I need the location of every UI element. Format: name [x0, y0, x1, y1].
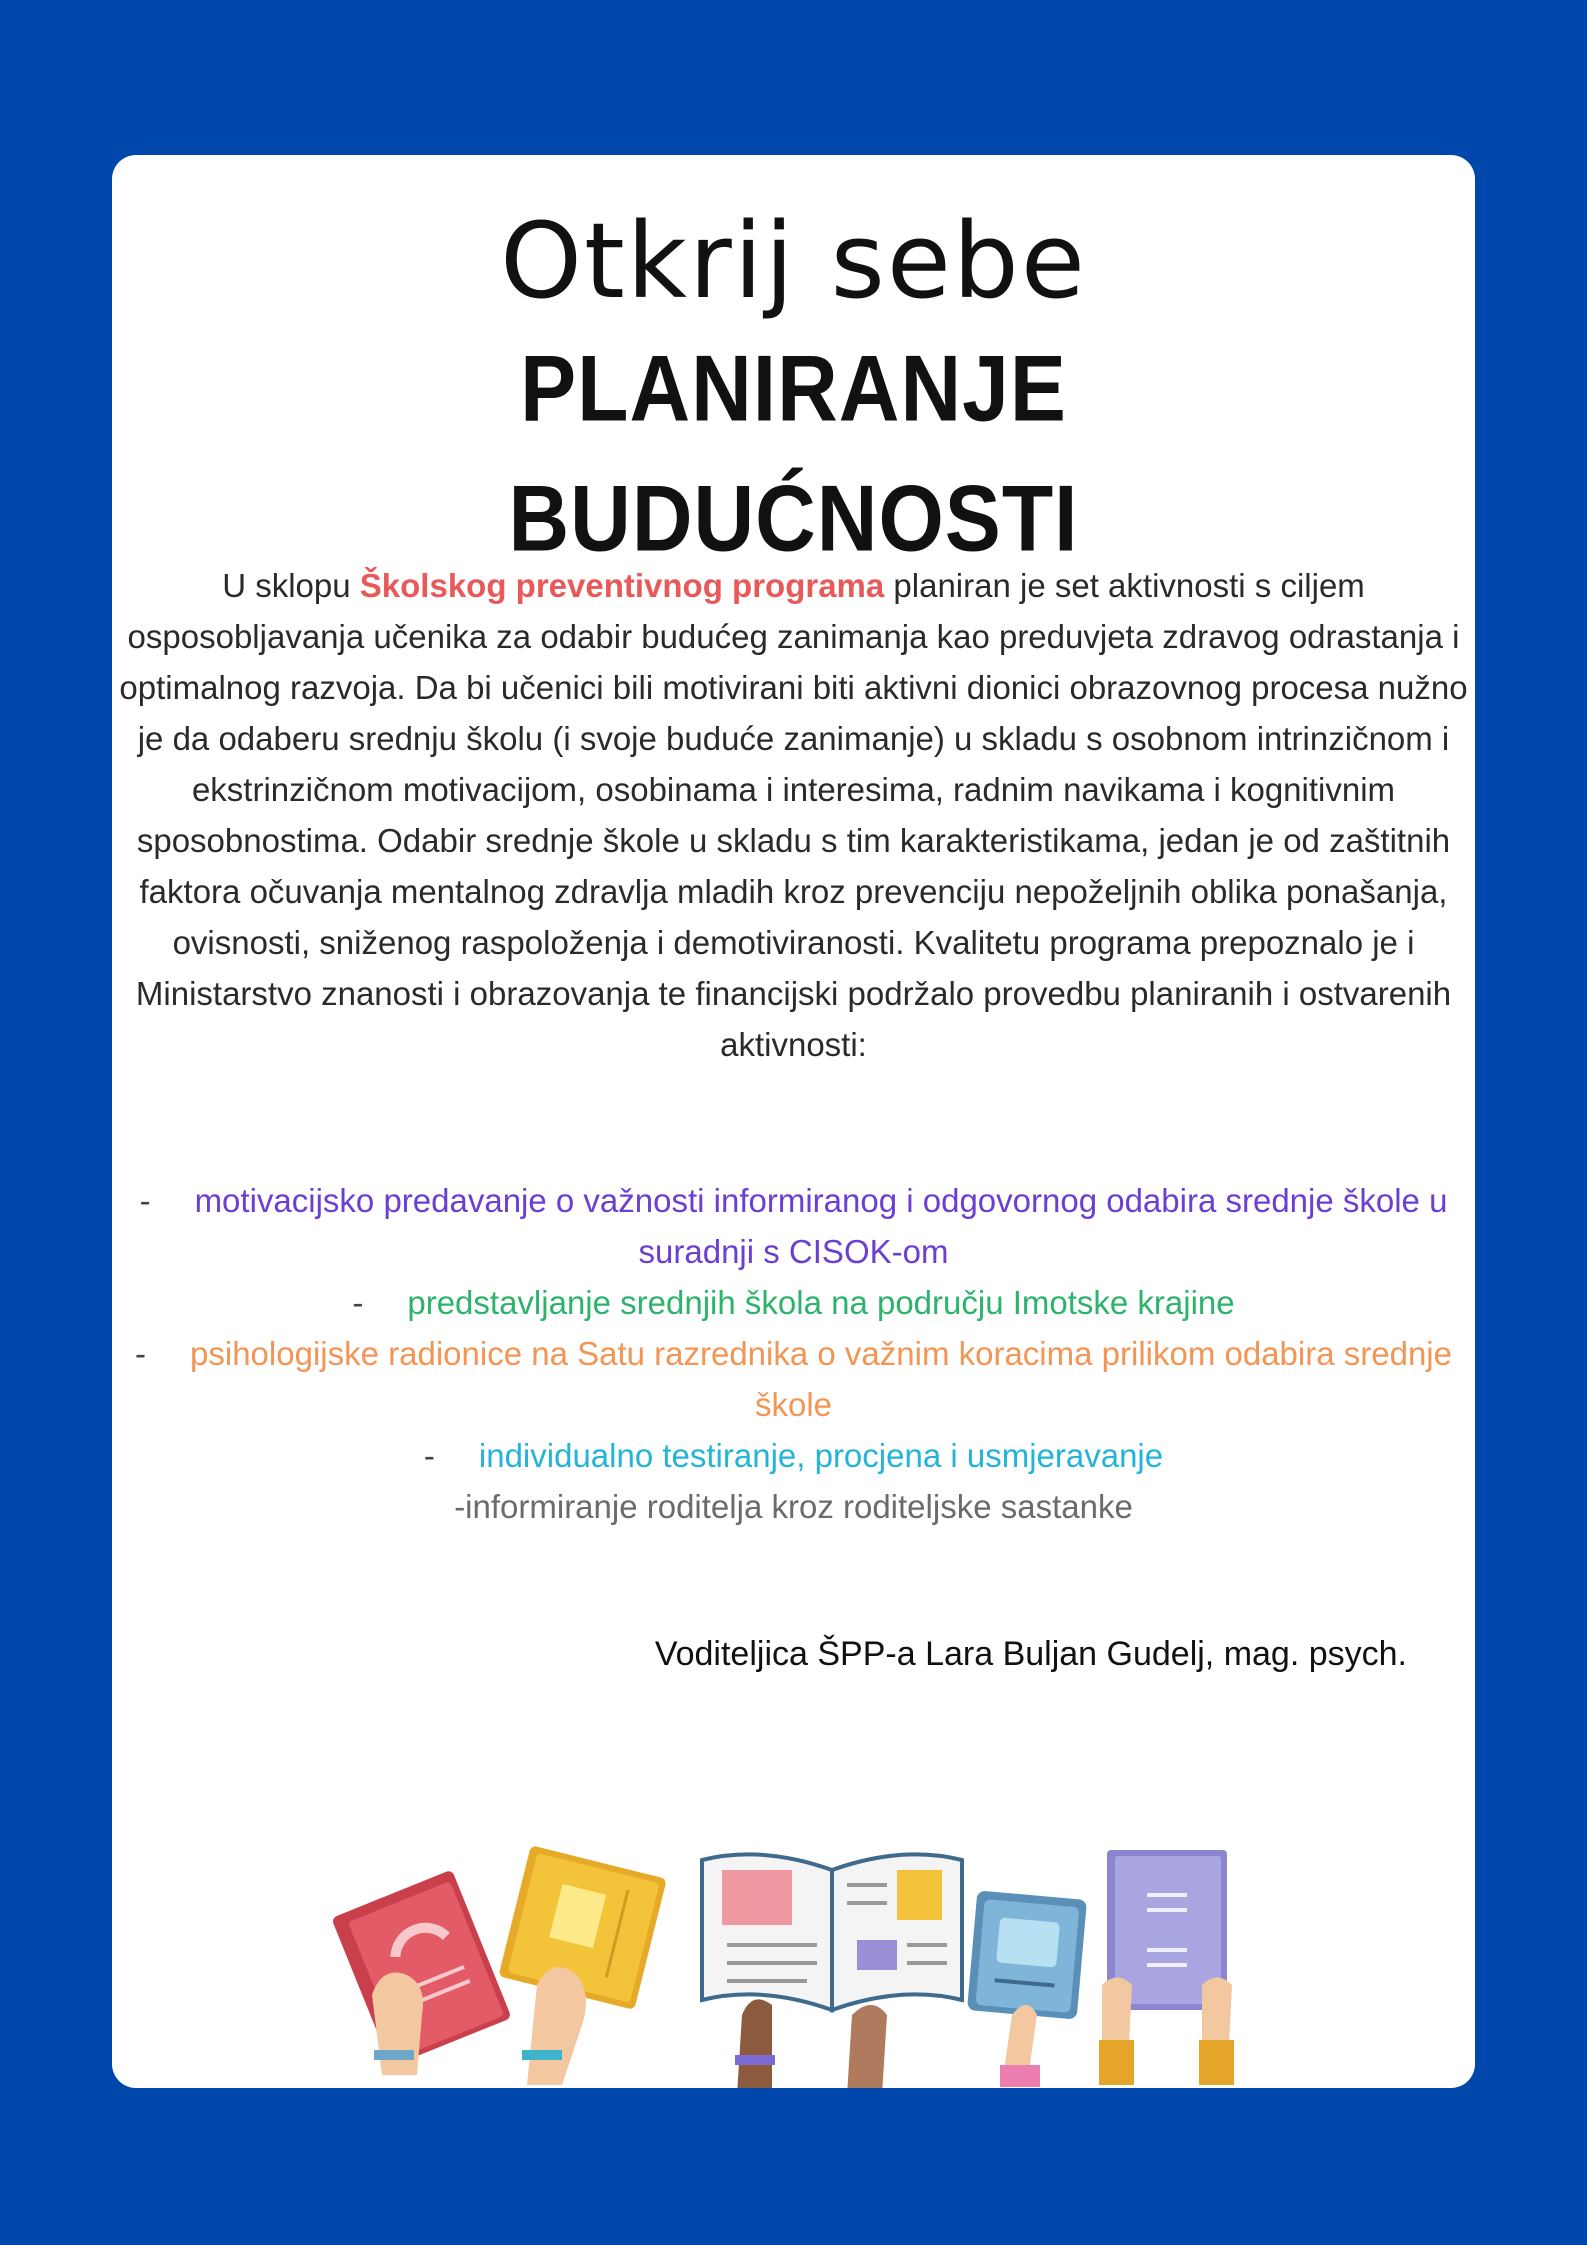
poster-title: Otkrij sebe: [500, 200, 1087, 322]
activity-text: predstavljanje srednjih škola na području Imotske krajine: [407, 1284, 1235, 1321]
intro-paragraph: [112, 560, 1475, 1070]
list-dash: -: [423, 1437, 435, 1474]
list-item: [112, 1430, 1475, 1481]
activity-text: motivacijsko predavanje o važnosti informiranog i odgovornog odabira srednje škole u suradnji s CISOK-om: [194, 1182, 1448, 1270]
list-item: [112, 1328, 1475, 1430]
list-item: [112, 1175, 1475, 1277]
intro-rest: planiran je set aktivnosti s ciljem osposobljavanja učenika za odabir budućeg zanimanja kao preduvjeta zdravog odrastanja i optimalnog razvoja. Da bi učenici bili motivirani biti aktivni dionici obrazovnog procesa nužno je da odaberu srednju školu (i svoje buduće zanimanje) u skladu s osobnom intrinzičnom i ekstrinzičnom motivacijom, osobinama i interesima, radnim navikama i kognitivnim sposobnostima. Odabir srednje škole u skladu s tim karakteristikama, jedan je od zaštitnih faktora očuvanja mentalnog zdravlja mladih kroz prevenciju nepoželjnih oblika ponašanja, ovisnosti, sniženog raspoloženja i demotiviranosti. Kvalitetu programa prepoznalo je i Ministarstvo znanosti i obrazovanja te financijski podržalo provedbu planiranih i ostvarenih aktivnosti:: [119, 567, 1468, 1063]
poster-subtitle-line2: BUDUĆNOSTI: [508, 465, 1079, 571]
list-dash: -: [135, 1335, 147, 1372]
activity-text: individualno testiranje, procjena i usmjeravanje: [478, 1437, 1164, 1474]
signature: Voditeljica ŠPP-a Lara Buljan Gudelj, mag. psych.: [654, 1635, 1407, 1673]
list-dash: -: [352, 1284, 364, 1321]
poster-subtitle-line1: PLANIRANJE: [520, 335, 1067, 441]
hands-holding-books-icon: [332, 1845, 1252, 2088]
list-item: -informiranje roditelja kroz roditeljske sastanke: [454, 1488, 1133, 1525]
activity-list: [112, 1175, 1475, 1532]
list-item: [112, 1277, 1475, 1328]
poster-card: [112, 155, 1475, 2088]
activity-text: psihologijske radionice na Satu razrednika o važnim koracima prilikom odabira srednje škole: [190, 1335, 1452, 1423]
list-dash: -: [139, 1182, 151, 1219]
program-highlight: Školskog preventivnog programa: [359, 567, 885, 604]
intro-prefix: U sklopu: [222, 567, 360, 604]
